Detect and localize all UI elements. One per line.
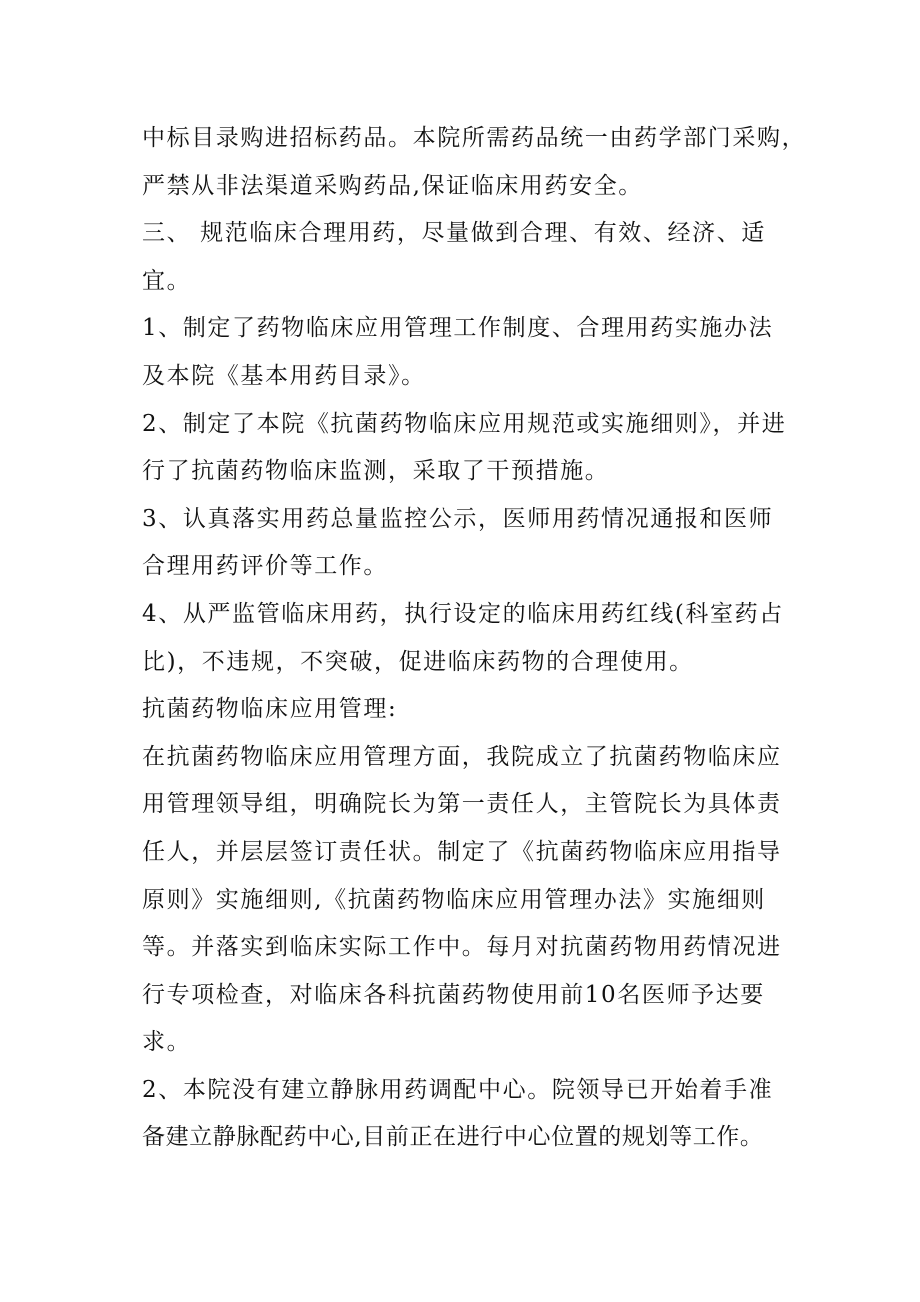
text-line: 3、认真落实用药总量监控公示，医师用药情况通报和医师 bbox=[142, 505, 774, 532]
text-line: 原则》实施细则,《抗菌药物临床应用管理办法》实施细则 bbox=[142, 886, 766, 913]
text-line: 任人，并层层签订责任状。制定了《抗菌药物临床应用指导 bbox=[142, 838, 782, 865]
text-line: 求。 bbox=[142, 1029, 192, 1056]
text-line: 4、从严监管临床用药，执行设定的临床用药红线(科室药占 bbox=[142, 600, 784, 627]
text-line: 1、制定了药物临床应用管理工作制度、合理用药实施办法 bbox=[142, 315, 774, 342]
text-line: 2、本院没有建立静脉用药调配中心。院领导已开始着手准 bbox=[142, 1076, 774, 1103]
text-line: 中标目录购进招标药品。本院所需药品统一由药学部门采购， bbox=[142, 125, 807, 151]
text-line: 及本院《基本用药目录》。 bbox=[142, 362, 426, 389]
text-line: 备建立静脉配药中心,目前正在进行中心位置的规划等工作。 bbox=[142, 1124, 764, 1151]
document-body bbox=[142, 118, 822, 1165]
text-line: 等。并落实到临床实际工作中。每月对抗菌药物用药情况进 bbox=[142, 934, 782, 961]
text-line: 严禁从非法渠道采购药品,保证临床用药安全。 bbox=[142, 172, 643, 199]
text-line: 行专项检查，对临床各科抗菌药物使用前10名医师予达要 bbox=[142, 981, 765, 1008]
text-line: 2、制定了本院《抗菌药物临床应用规范或实施细则》，并进 bbox=[142, 410, 787, 437]
text-line: 行了抗菌药物临床监测，采取了干预措施。 bbox=[142, 458, 610, 485]
text-line: 在抗菌药物临床应用管理方面，我院成立了抗菌药物临床应 bbox=[142, 743, 782, 770]
text-line: 用管理领导组，明确院长为第一责任人，主管院长为具体责 bbox=[142, 791, 782, 818]
text-line: 比)，不违规，不突破，促进临床药物的合理使用。 bbox=[142, 648, 694, 675]
text-line: 合理用药评价等工作。 bbox=[142, 553, 388, 580]
text-line: 三、 规范临床合理用药，尽量做到合理、有效、经济、适 bbox=[142, 220, 766, 247]
text-line: 宜。 bbox=[142, 267, 192, 294]
section-heading: 抗菌药物临床应用管理: bbox=[142, 696, 398, 723]
